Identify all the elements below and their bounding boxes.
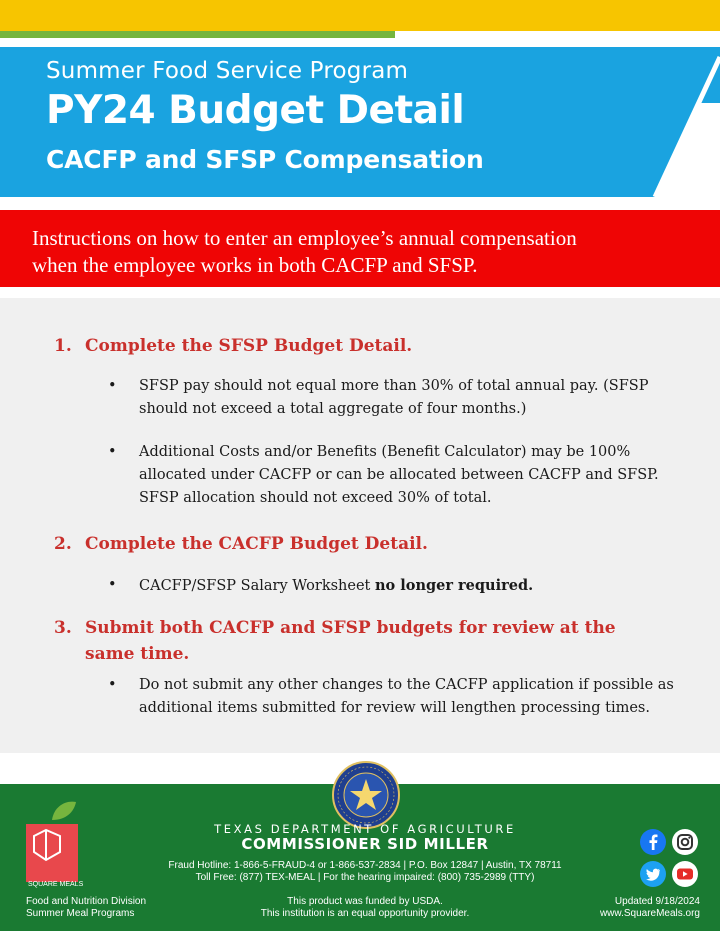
fraud-hotline: Fraud Hotline: 1-866-5-FRAUD-4 or 1-866-537-2834 | P.O. Box 12847 | Austin, TX 78711	[168, 860, 562, 871]
updated-date: Updated 9/18/2024	[614, 896, 700, 907]
no-longer-required-emphasis: no longer required.	[375, 577, 534, 594]
top-yellow-stripe	[0, 0, 720, 31]
logo-text: SQUARE MEALS	[28, 881, 84, 888]
step-2-heading: Complete the CACFP Budget Detail.	[85, 534, 428, 554]
page-subtitle: CACFP and SFSP Compensation	[46, 145, 484, 174]
square-meals-logo	[24, 800, 84, 888]
youtube-icon[interactable]	[672, 861, 698, 887]
program-subtitle: Summer Food Service Program	[46, 58, 409, 84]
update-info	[600, 896, 700, 920]
step-3-heading: Submit both CACFP and SFSP budgets for review at the same time.	[85, 618, 616, 664]
twitter-icon[interactable]	[640, 861, 666, 887]
step-1-heading: Complete the SFSP Budget Detail.	[85, 336, 413, 356]
toll-free-line: Toll Free: (877) TEX-MEAL | For the hearing impaired: (800) 735-2989 (TTY)	[195, 872, 535, 883]
usda-notice: This product was funded by USDA. This institution is an equal opportunity provider.	[260, 896, 470, 919]
instructions-text: Instructions on how to enter an employee’s annual compensation when the employee works in both CACFP and SFSP.	[32, 226, 577, 277]
facebook-icon[interactable]	[640, 829, 666, 855]
agency-name: TEXAS DEPARTMENT OF AGRICULTURE	[214, 822, 516, 836]
top-green-stripe	[0, 31, 395, 38]
contact-info	[0, 860, 720, 884]
tda-seal-icon	[332, 761, 400, 829]
website-link[interactable]: www.SquareMeals.org	[599, 908, 700, 919]
instagram-icon[interactable]	[672, 829, 698, 855]
page-title: PY24 Budget Detail	[46, 88, 465, 133]
division-info: Food and Nutrition Division Summer Meal Programs	[26, 896, 147, 919]
commissioner-name: COMMISSIONER SID MILLER	[241, 835, 489, 853]
